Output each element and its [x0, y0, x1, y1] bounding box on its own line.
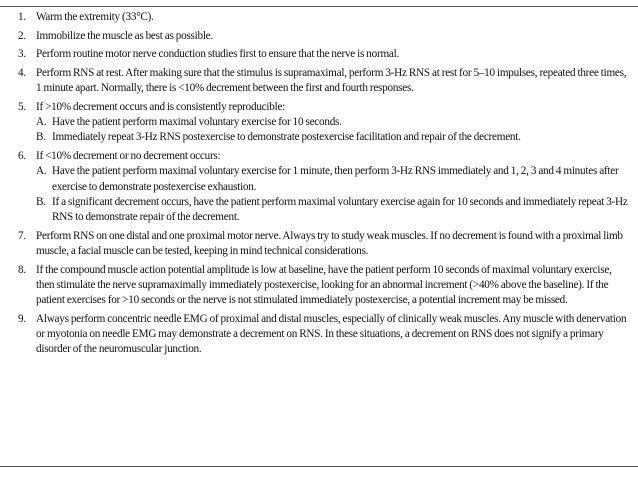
- substep-5b: [36, 130, 630, 145]
- bottom-rule: [0, 466, 638, 467]
- step-9: [18, 312, 630, 358]
- step-number: 9.: [18, 312, 26, 325]
- substep-text: Immediately repeat 3-Hz RNS postexercise to demonstrate postexercise facilitation and repair of the decrement.: [52, 131, 521, 144]
- substep-6b: [36, 195, 630, 225]
- step-text: If >10% decrement occurs and is consistently reproducible:: [36, 101, 286, 114]
- step-3: [18, 47, 630, 62]
- substep-text: If a significant decrement occurs, have the patient perform maximal voluntary exercise again for 10 seconds and immediately repeat 3-Hz RNS to demonstrate repair of the decrement.: [52, 195, 628, 223]
- step-number: 3.: [18, 48, 26, 61]
- substep-text: Have the patient perform maximal voluntary exercise for 10 seconds.: [52, 116, 342, 129]
- substep-letter: A.: [36, 165, 47, 178]
- step-number: 1.: [18, 11, 26, 23]
- step-text: If <10% decrement or no decrement occurs:: [36, 150, 221, 163]
- step-number: 8.: [18, 263, 26, 276]
- step-number: 2.: [18, 29, 26, 42]
- step-7: [18, 229, 630, 259]
- substep-letter: B.: [36, 195, 46, 208]
- top-rule: [0, 6, 638, 7]
- substep-letter: B.: [36, 131, 46, 144]
- protocol-steps-list: [18, 10, 630, 361]
- step-4: [18, 66, 630, 96]
- step-number: 5.: [18, 101, 26, 114]
- step-5: [18, 100, 630, 146]
- step-text: Always perform concentric needle EMG of proximal and distal muscles, especially of clinically weak muscles. Any muscle with denervation or myotonia on needle EMG may demonstrate a decrement on RNS. In these situations, a decrement on RNS does not signify a primary disorder of the neuromuscular junction.: [36, 312, 627, 356]
- step-1: [18, 10, 630, 25]
- step-number: 6.: [18, 150, 26, 163]
- substep-letter: A.: [36, 116, 47, 129]
- step-text: If the compound muscle action potential amplitude is low at baseline, have the patient perform 10 seconds of maximal voluntary exercise, then stimulate the nerve supramaximally immediately postexercise, looking for an abnormal increment (>40% above the baseline). If the patient exercises for >10 seconds or the nerve is not stimulated immediately postexercise, a potential increment may be missed.: [36, 263, 612, 306]
- step-8: [18, 263, 630, 309]
- step-text: Perform RNS at rest. After making sure that the stimulus is supramaximal, perform 3-Hz RNS at rest for 5–10 impulses, repeated three times, 1 minute apart. Normally, there is <10% decrement between the first and fourth responses.: [36, 67, 627, 95]
- step-6: [18, 149, 630, 225]
- step-text: Immobilize the muscle as best as possible.: [36, 29, 213, 42]
- step-text: Perform routine motor nerve conduction studies first to ensure that the nerve is normal.: [36, 48, 400, 61]
- step-number: 7.: [18, 229, 26, 242]
- step-text: Perform RNS on one distal and one proximal motor nerve. Always try to study weak muscles. If no decrement is found with a proximal limb muscle, a facial muscle can be tested, keeping in mind technical considerations.: [36, 229, 623, 257]
- step-text: Warm the extremity (33°C).: [36, 11, 154, 23]
- step-2: [18, 29, 630, 44]
- substep-6a: [36, 164, 630, 194]
- substep-text: Have the patient perform maximal voluntary exercise for 1 minute, then perform 3-Hz RNS immediately and 1, 2, 3 and 4 minutes after exercise to demonstrate postexercise exhaustion.: [52, 165, 619, 193]
- substep-5a: [36, 115, 630, 130]
- step-number: 4.: [18, 67, 26, 80]
